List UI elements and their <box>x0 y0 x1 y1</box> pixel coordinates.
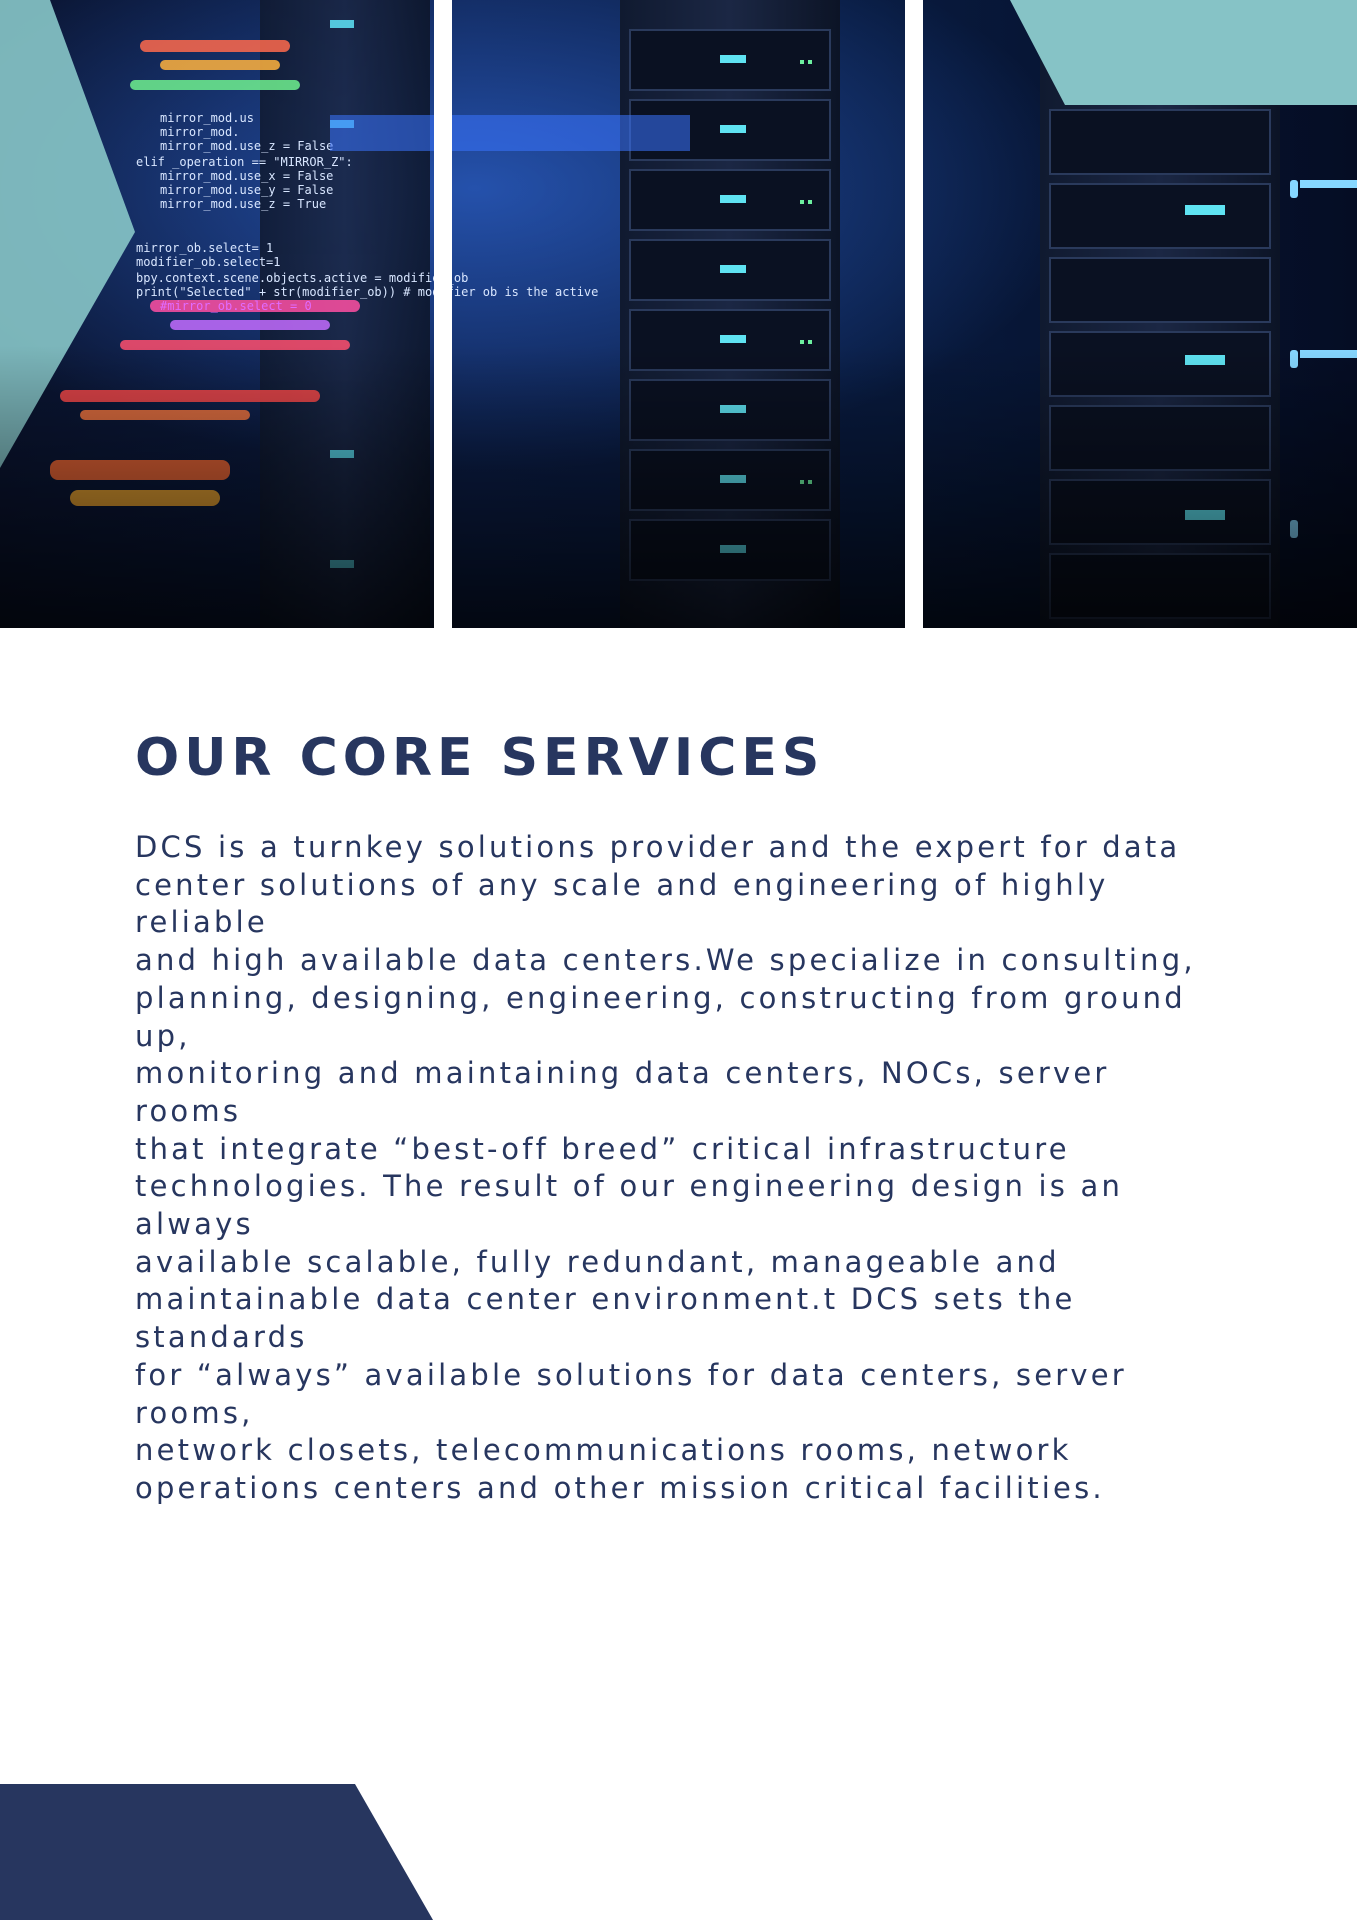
text-line: and high available data centers.We specialize in consulting, <box>135 943 1196 978</box>
text-line: planning, designing, engineering, constructing from ground up, <box>135 980 1186 1053</box>
panel-divider <box>905 0 923 628</box>
text-line: monitoring and maintaining data centers, NOCs, server rooms <box>135 1056 1110 1128</box>
text-line: network closets, telecommunications rooms, network <box>135 1433 1072 1468</box>
text-line: that integrate “best-off breed” critical infrastructure <box>135 1131 1070 1166</box>
text-line: operations centers and other mission critical facilities. <box>135 1470 1105 1505</box>
text-line: center solutions of any scale and engineering of highly reliable <box>135 867 1109 940</box>
page-title: OUR CORE SERVICES <box>135 728 825 788</box>
server-room-photo <box>0 0 1357 628</box>
text-line: technologies. The result of our engineering design is an always <box>135 1169 1124 1242</box>
navy-accent-bottom-left <box>0 1784 440 1920</box>
text-line: for “always” available solutions for data centers, server rooms, <box>135 1357 1127 1430</box>
services-description <box>135 829 1215 1508</box>
text-line: DCS is a turnkey solutions provider and the expert for data <box>135 830 1181 864</box>
text-line: available scalable, fully redundant, manageable and <box>135 1244 1060 1279</box>
hero-image <box>0 0 1357 628</box>
text-line: maintainable data center environment.t DCS sets the standards <box>135 1282 1076 1355</box>
panel-divider <box>434 0 452 628</box>
